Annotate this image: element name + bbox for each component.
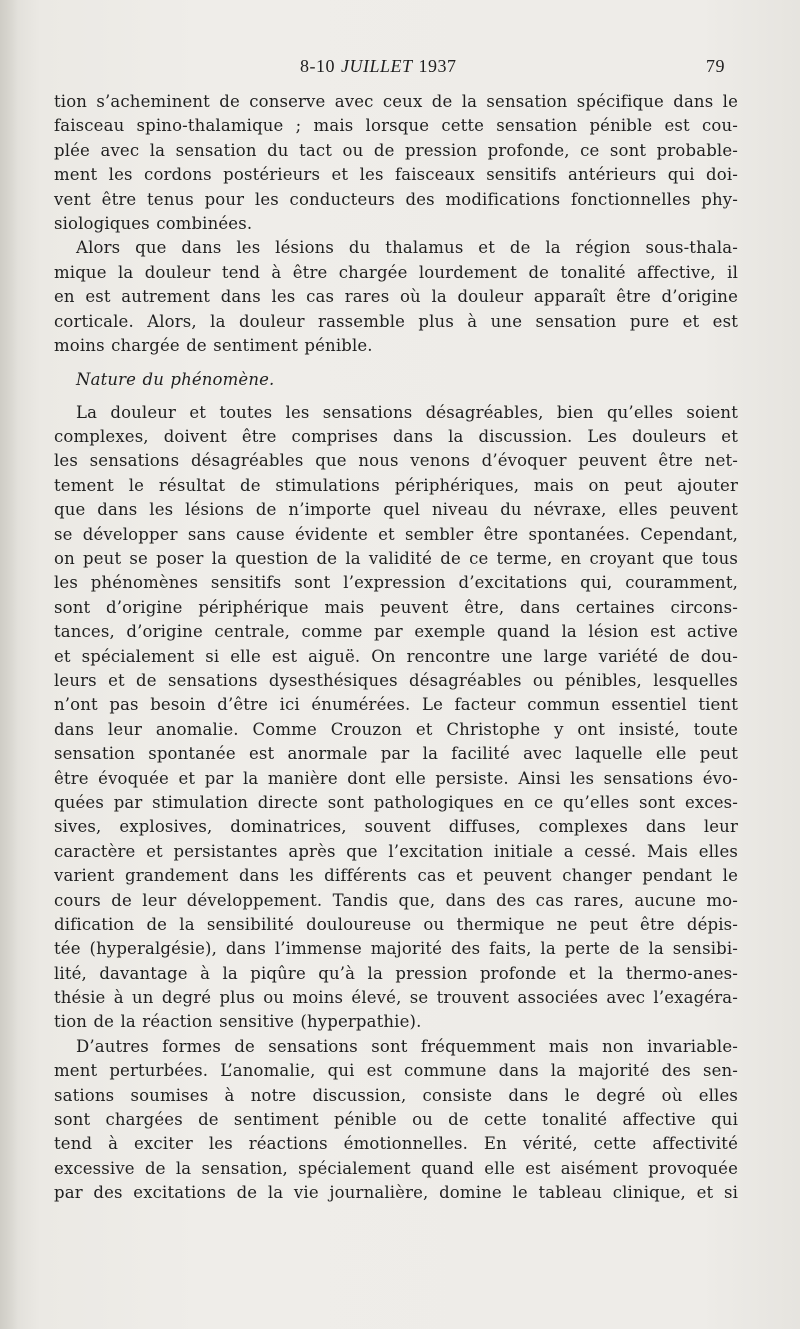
text-line: sives, explosives, dominatrices, souvent diffuses, complexes dans leur — [54, 817, 738, 837]
text-line: ment les cordons postérieurs et les faisceaux sensitifs antérieurs qui doi- — [54, 165, 738, 185]
text-line: que dans les lésions de n’importe quel niveau du névraxe, elles peuvent — [54, 500, 738, 520]
page-gutter-shadow — [0, 0, 18, 1329]
section-heading: Nature du phénomène. — [76, 370, 275, 390]
text-line: La douleur et toutes les sensations désagréables, bien qu’elles soient — [76, 402, 738, 422]
text-line: siologiques combinées. — [54, 213, 253, 233]
running-header — [0, 56, 800, 82]
text-line: D’autres formes de sensations sont fréquemment mais non invariable- — [76, 1036, 738, 1056]
text-line: tement le résultat de stimulations périphériques, mais on peut ajouter — [54, 475, 738, 495]
text-line: en est autrement dans les cas rares où la douleur apparaît être d’origine — [54, 287, 738, 307]
text-line: mique la douleur tend à être chargée lourdement de tonalité affective, il — [54, 262, 738, 282]
text-line: caractère et persistantes après que l’excitation initiale a cessé. Mais elles — [54, 841, 738, 861]
paragraph-4 — [54, 1035, 738, 1206]
text-line: leurs et de sensations dysesthésiques désagréables ou pénibles, lesquelles — [54, 670, 738, 690]
text-line: sations soumises à notre discussion, consiste dans le degré où elles — [54, 1085, 738, 1105]
text-line: tend à exciter les réactions émotionnelles. En vérité, cette affectivité — [54, 1134, 738, 1154]
text-line: Alors que dans les lésions du thalamus et de la région sous-thala- — [76, 238, 738, 258]
text-line: cours de leur développement. Tandis que, dans des cas rares, aucune mo- — [54, 890, 738, 910]
text-line: tion s’acheminent de conserve avec ceux de la sensation spécifique dans le — [54, 92, 738, 111]
paragraph-1 — [54, 90, 738, 236]
text-line: être évoquée et par la manière dont elle persiste. Ainsi les sensations évo- — [54, 768, 738, 788]
text-line: les phénomènes sensitifs sont l’expression d’excitations qui, couramment, — [54, 573, 738, 593]
text-line: varient grandement dans les différents cas et peuvent changer pendant le — [54, 866, 738, 886]
text-line: faisceau spino-thalamique ; mais lorsque cette sensation pénible est cou- — [54, 116, 738, 136]
text-line: sensation spontanée est anormale par la facilité avec laquelle elle peut — [54, 744, 738, 764]
paragraph-3 — [54, 401, 738, 1035]
text-line: dans leur anomalie. Comme Crouzon et Christophe y ont insisté, toute — [54, 719, 738, 739]
text-line: n’ont pas besoin d’être ici énumérées. Le facteur commun essentiel tient — [54, 695, 738, 715]
text-line: par des excitations de la vie journalière, domine le tableau clinique, et si — [54, 1183, 738, 1203]
text-line: plée avec la sensation du tact ou de pression profonde, ce sont probable- — [54, 140, 738, 160]
text-line: dification de la sensibilité douloureuse ou thermique ne peut être dépis- — [54, 914, 738, 934]
text-line: tion de la réaction sensitive (hyperpathie). — [54, 1012, 422, 1032]
text-line: se développer sans cause évidente et sembler être spontanées. Cependant, — [54, 524, 738, 544]
text-line: tances, d’origine centrale, comme par exemple quand la lésion est active — [54, 622, 738, 642]
text-line: excessive de la sensation, spécialement quand elle est aisément provoquée — [54, 1158, 738, 1178]
text-line: les sensations désagréables que nous venons d’évoquer peuvent être net- — [54, 451, 738, 471]
text-line: corticale. Alors, la douleur rassemble plus à une sensation pure et est — [54, 311, 738, 331]
text-line: quées par stimulation directe sont pathologiques en ce qu’elles sont exces- — [54, 792, 738, 812]
text-line: thésie à un degré plus ou moins élevé, se trouvent associées avec l’exagéra- — [54, 988, 738, 1008]
paragraph-2 — [54, 236, 738, 358]
text-line: lité, davantage à la piqûre qu’à la pression profonde et la thermo-anes- — [54, 963, 738, 983]
text-line: sont chargées de sentiment pénible ou de cette tonalité affective qui — [54, 1110, 738, 1130]
header-year: 1937 — [418, 56, 457, 76]
text-line: ment perturbées. L’anomalie, qui est commune dans la majorité des sen- — [54, 1061, 738, 1081]
header-month: JUILLET — [341, 56, 413, 76]
text-line: et spécialement si elle est aiguë. On rencontre une large variété de dou- — [54, 646, 738, 666]
text-line: tée (hyperalgésie), dans l’immense majorité des faits, la perte de la sensibi- — [54, 939, 738, 959]
body-text — [54, 90, 738, 1206]
header-dates: 8-10 — [300, 56, 335, 76]
running-title — [300, 56, 457, 77]
text-line: on peut se poser la question de la validité de ce terme, en croyant que tous — [54, 549, 738, 569]
text-line: complexes, doivent être comprises dans la discussion. Les douleurs et — [54, 427, 738, 447]
page-number: 79 — [706, 56, 725, 76]
text-line: moins chargée de sentiment pénible. — [54, 335, 373, 355]
text-line: sont d’origine périphérique mais peuvent être, dans certaines circons- — [54, 597, 738, 617]
text-line: vent être tenus pour les conducteurs des modifications fonctionnelles phy- — [54, 189, 738, 209]
